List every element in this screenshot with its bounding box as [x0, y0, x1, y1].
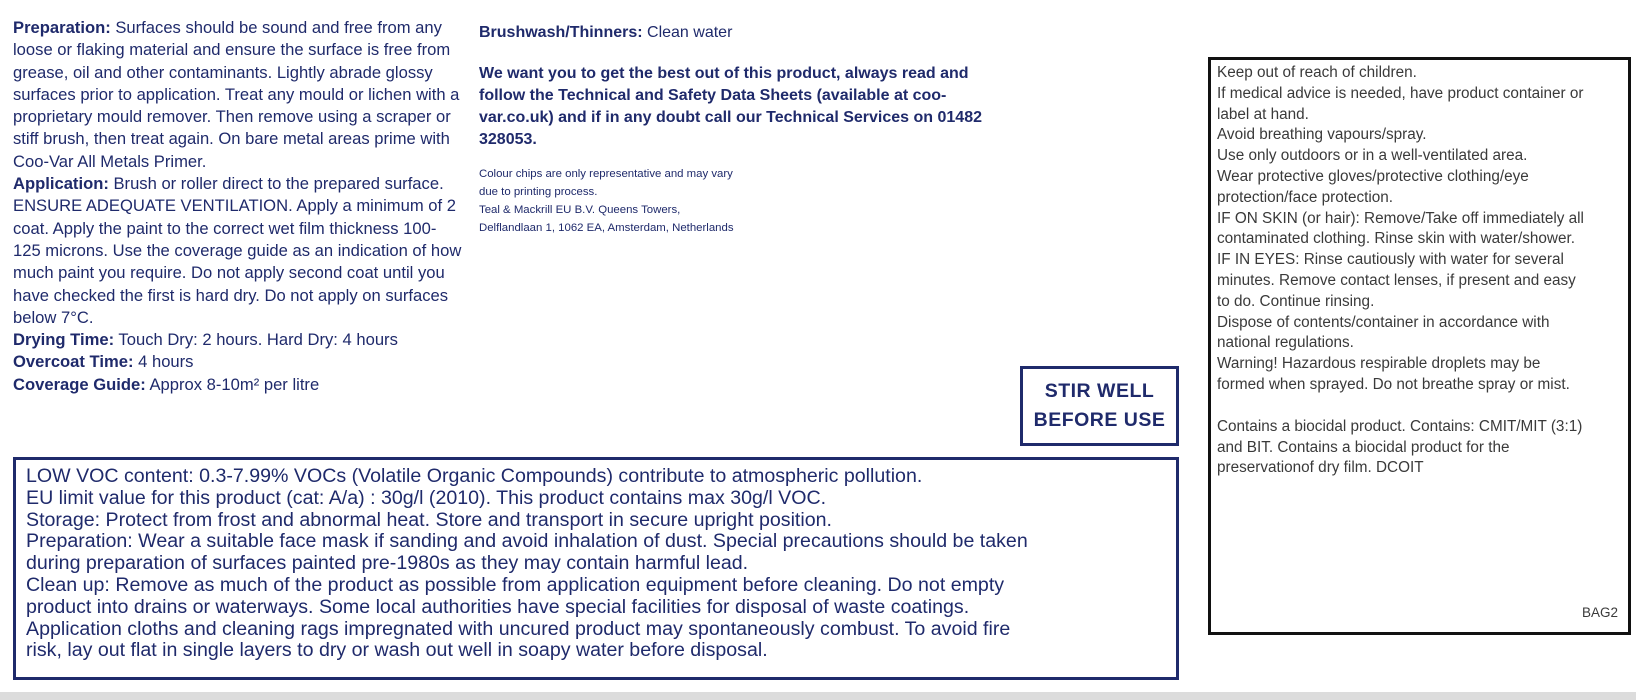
biocide-line: preservationof dry film. DCOIT — [1217, 459, 1424, 477]
safety-box — [1208, 57, 1631, 635]
overcoat-time-section — [13, 351, 463, 373]
drying-time-label: Drying Time: — [13, 330, 115, 350]
voc-line: product into drains or waterways. Some local authorities have special facilities for disposal of waste coatings. — [26, 595, 970, 618]
safety-line: Warning! Hazardous respirable droplets may be — [1217, 355, 1541, 373]
coverage-guide-label: Coverage Guide: — [13, 374, 146, 394]
safety-line: If medical advice is needed, have product container or — [1217, 84, 1584, 102]
safety-line: Use only outdoors or in a well-ventilated area. — [1217, 147, 1528, 165]
bottom-edge-bar — [0, 692, 1636, 700]
application-text: Brush or roller direct to the prepared surface. ENSURE ADEQUATE VENTILATION. Apply a minimum of 2 coat. Apply the paint to the correct wet film thickness 100-125 microns. Use the coverage guide as an indication of how much paint you require. Do not apply second coat until you have checked the first is hard dry. Do not apply on surfaces below 7°C. — [13, 174, 462, 327]
safety-line: protection/face protection. — [1217, 188, 1394, 206]
voc-line: Preparation: Wear a suitable face mask if sanding and avoid inhalation of dust. Special precautions should be taken — [26, 530, 1028, 553]
safety-line: formed when sprayed. Do not breathe spray or mist. — [1217, 375, 1570, 393]
overcoat-time-text: 4 hours — [133, 352, 194, 372]
safety-line: Keep out of reach of children. — [1217, 64, 1417, 81]
biocide-line: Contains a biocidal product. Contains: CMIT/MIT (3:1) — [1217, 417, 1583, 435]
safety-line: national regulations. — [1217, 334, 1354, 352]
safety-line: label at hand. — [1217, 105, 1309, 123]
voc-line: Storage: Protect from frost and abnormal heat. Store and transport in secure upright position. — [26, 508, 832, 531]
safety-line: IF IN EYES: Rinse cautiously with water for several — [1217, 251, 1564, 269]
colour-chips-note-1: Colour chips are only representative and may vary — [479, 168, 733, 180]
safety-line: Wear protective gloves/protective clothing/eye — [1217, 167, 1529, 185]
voc-line: Application cloths and cleaning rags impregnated with uncured product may spontaneously combust. To avoid fire — [26, 617, 1011, 640]
voc-line: LOW VOC content: 0.3-7.99% VOCs (Volatile Organic Compounds) contribute to atmospheric pollution. — [26, 465, 923, 487]
preparation-text: Surfaces should be sound and free from any loose or flaking material and ensure the surface is free from grease, oil and other contaminants. Lightly abrade glossy surfaces prior to application. Treat any mould or lichen with a proprietary mould remover. Then remove using a scraper or stiff brush, then treat again. On bare metal areas prime with Coo-Var All Metals Primer. — [13, 18, 460, 171]
safety-line: to do. Continue rinsing. — [1217, 292, 1375, 310]
voc-line: EU limit value for this product (cat: A/a) : 30g/l (2010). This product contains max 30g/l VOC. — [26, 486, 827, 509]
colour-chips-note-2: due to printing process. — [479, 186, 598, 198]
stir-line-1: STIR WELL — [1044, 380, 1155, 402]
address-line-1: Teal & Mackrill EU B.V. Queens Towers, — [479, 204, 681, 216]
drying-time-text: Touch Dry: 2 hours. Hard Dry: 4 hours — [114, 330, 398, 350]
brushwash-label: Brushwash/Thinners: — [479, 24, 643, 41]
stir-well-notice — [1020, 366, 1179, 446]
technical-advice: We want you to get the best out of this product, always read and follow the Technical and Safety Data Sheets (available at coo-var.co.uk) and if in any doubt call our Technical Services on 01482 328053. — [479, 65, 982, 148]
safety-line: minutes. Remove contact lenses, if present and easy — [1217, 271, 1576, 289]
application-section — [13, 173, 463, 329]
fine-print — [479, 165, 999, 237]
product-code: BAG2 — [1581, 605, 1618, 621]
instructions-column — [13, 17, 463, 396]
preparation-section — [13, 17, 463, 173]
info-column — [479, 22, 999, 237]
safety-line: Avoid breathing vapours/spray. — [1217, 126, 1427, 144]
coverage-guide-section — [13, 374, 463, 396]
spacer — [1217, 396, 1624, 417]
safety-line: IF ON SKIN (or hair): Remove/Take off immediately all — [1217, 209, 1584, 227]
application-label: Application: — [13, 174, 109, 194]
address-line-2: Delflandlaan 1, 1062 EA, Amsterdam, Netherlands — [479, 222, 734, 234]
safety-line: Dispose of contents/container in accordance with — [1217, 313, 1550, 331]
overcoat-time-label: Overcoat Time: — [13, 352, 134, 372]
brushwash-value: Clean water — [642, 24, 733, 41]
preparation-label: Preparation: — [13, 18, 111, 37]
biocide-line: and BIT. Contains a biocidal product for the — [1217, 438, 1510, 456]
coverage-guide-text: Approx 8-10m² per litre — [145, 374, 320, 394]
voc-line: risk, lay out flat in single layers to dry or wash out well in soapy water before disposal. — [26, 639, 768, 662]
stir-line-2: BEFORE USE — [1033, 409, 1166, 431]
drying-time-section — [13, 329, 463, 351]
voc-line: during preparation of surfaces painted pre-1980s as they may contain harmful lead. — [26, 552, 749, 575]
safety-line: contaminated clothing. Rinse skin with water/shower. — [1217, 230, 1575, 248]
voc-line: Clean up: Remove as much of the product as possible from application equipment before cleaning. Do not empty — [26, 573, 1005, 596]
brushwash-line — [479, 22, 999, 44]
voc-info-box — [13, 457, 1179, 680]
